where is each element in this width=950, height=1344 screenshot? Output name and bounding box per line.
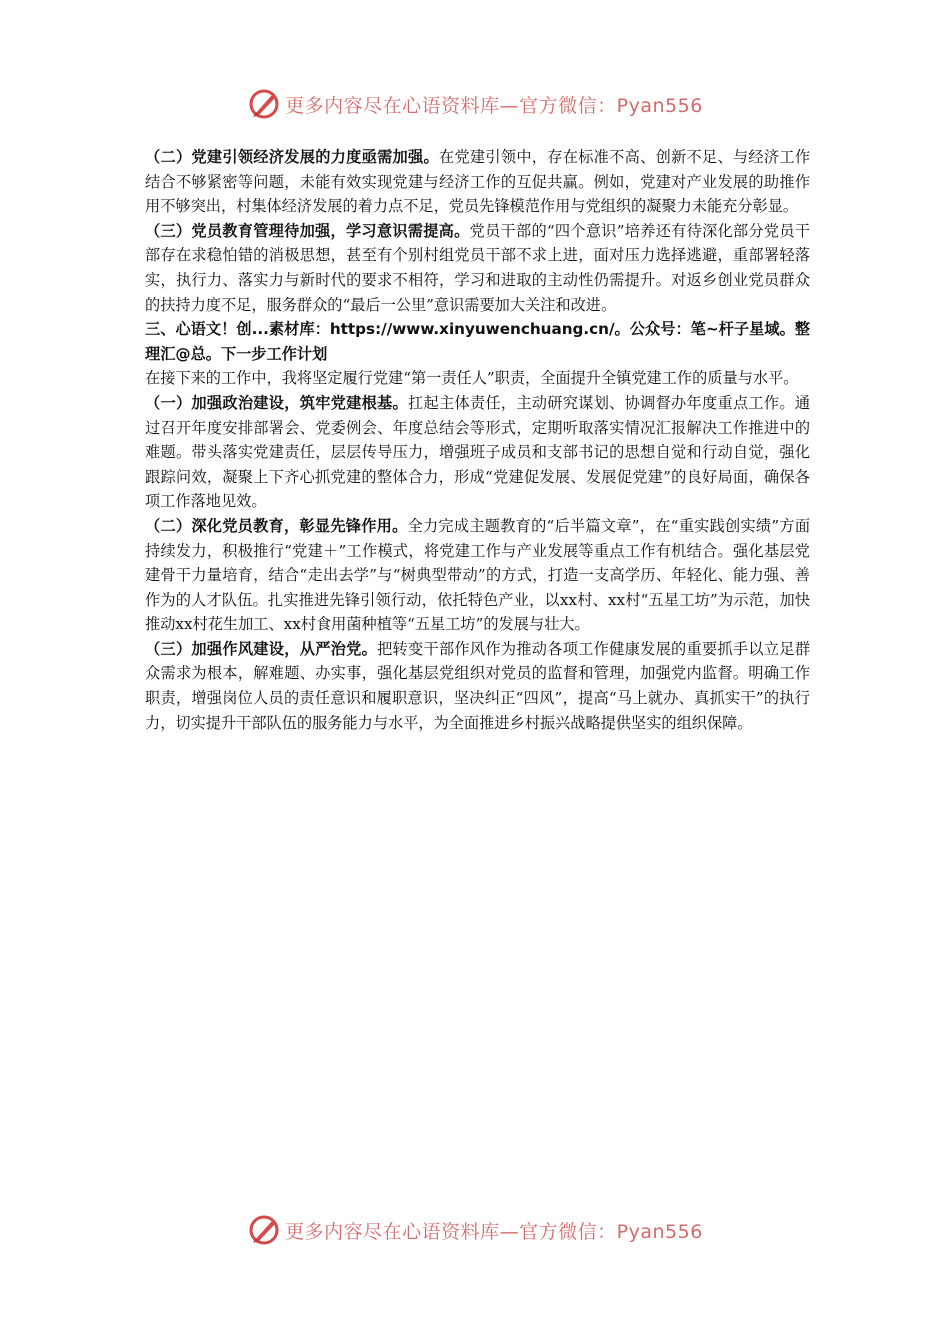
plan-work-style bbox=[145, 637, 810, 735]
paragraph-party-economy bbox=[145, 145, 810, 219]
paragraph-heading: （三）党员教育管理待加强，学习意识需提高。 bbox=[145, 221, 470, 240]
section-heading: 三、心语文！创...素材库：https://www.xinyuwenchuang.cn/。公众号：笔~杆子星域。整理汇@总。下一步工作计划 bbox=[145, 320, 810, 363]
document-body bbox=[145, 145, 810, 735]
paragraph-text: 把转变干部作风作为推动各项工作健康发展的重要抓手以立足群众需求为根本，解难题、办实事，强化基层党组织对党员的监督和管理，加强党内监督。明确工作职责，增强岗位人员的责任意识和履职意识，坚决纠正“四风”，提高“马上就办、真抓实干”的执行力，切实提升干部队伍的服务能力与水平，为全面推进乡村振兴战略提供坚实的组织保障。 bbox=[145, 639, 811, 732]
paragraph-text: 党员干部的“四个意识”培养还有待深化部分党员干部存在求稳怕错的消极思想，甚至有个别村组党员干部不求上进，面对压力选择逃避，重部署轻落实，执行力、落实力与新时代的要求不相符，学习和进取的主动性仍需提升。对返乡创业党员群众的扶持力度不足，服务群众的“最后一公里”意识需要加大关注和改进。 bbox=[145, 221, 811, 314]
plan-member-education bbox=[145, 514, 810, 637]
paragraph-heading: （二）党建引领经济发展的力度亟需加强。 bbox=[145, 148, 439, 166]
paragraph-text: 在党建引领中，存在标准不高、创新不足、与经济工作结合不够紧密等问题，未能有效实现党建与经济工作的互促共赢。例如，党建对产业发展的助推作用不够突出，村集体经济发展的着力点不足，党员先锋模范作用与党组织的凝聚力未能充分彰显。 bbox=[145, 148, 811, 216]
paragraph-text: 扛起主体责任，主动研究谋划、协调督办年度重点工作。通过召开年度安排部署会、党委例会、年度总结会等形式，定期听取落实情况汇报解决工作推进中的难题。带头落实党建责任，层层传导压力，增强班子成员和支部书记的思想自觉和行动自觉，强化跟踪问效，凝聚上下齐心抓党建的整体合力，形成“党建促发展、发展促党建”的良好局面，确保各项工作落地见效。 bbox=[145, 393, 811, 511]
pen-logo-icon bbox=[247, 1213, 281, 1247]
paragraph-party-education bbox=[145, 219, 810, 317]
footer-banner bbox=[0, 1210, 950, 1250]
intro-paragraph: 在接下来的工作中，我将坚定履行党建“第一责任人”职责，全面提升全镇党建工作的质量与水平。 bbox=[145, 369, 799, 388]
header-banner bbox=[0, 84, 950, 124]
paragraph-heading: （三）加强作风建设，从严治党。 bbox=[145, 639, 378, 658]
paragraph-text: 全力完成主题教育的“后半篇文章”，在“重实践创实绩”方面持续发力，积极推行“党建＋”工作模式，将党建工作与产业发展等重点工作有机结合。强化基层党建骨干力量培育，结合“走出去学”与“树典型带动”的方式，打造一支高学历、年轻化、能力强、善作为的人才队伍。扎实推进先锋引领行动，依托特色产业，以xx村、xx村“五星工坊”为示范，加快推动xx村花生加工、xx村食用菌种植等“五星工坊”的发展与壮大。 bbox=[145, 516, 811, 634]
paragraph-heading: （二）深化党员教育，彰显先锋作用。 bbox=[145, 516, 408, 535]
paragraph-heading: （一）加强政治建设，筑牢党建根基。 bbox=[145, 393, 409, 412]
pen-logo-icon bbox=[247, 87, 281, 121]
plan-political-building bbox=[145, 391, 810, 514]
footer-banner-text: 更多内容尽在心语资料库—官方微信：Pyan556 bbox=[285, 1220, 703, 1243]
header-banner-text: 更多内容尽在心语资料库—官方微信：Pyan556 bbox=[285, 94, 703, 117]
